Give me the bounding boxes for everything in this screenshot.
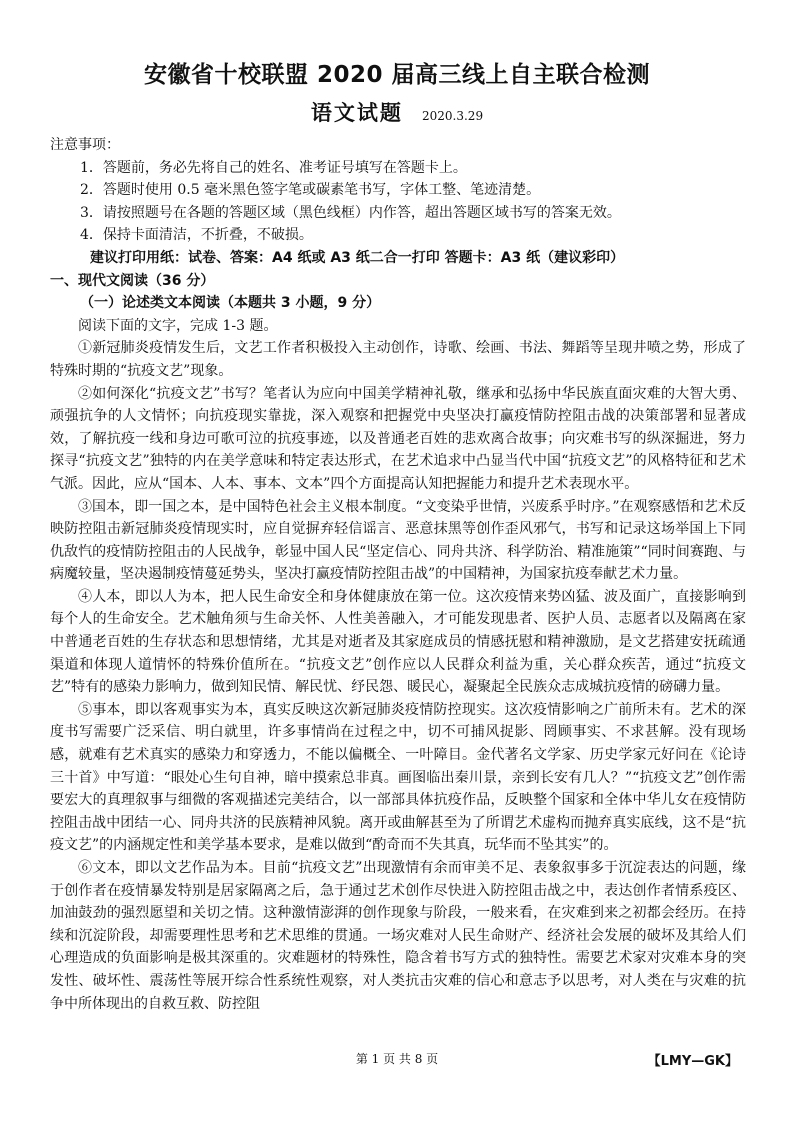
exam-code: 【LMY—GK】 [647, 1054, 738, 1069]
exam-title: 安徽省十校联盟 2020 届高三线上自主联合检测 [143, 62, 651, 88]
exam-subtitle-line [0, 97, 794, 127]
section-heading: 一、现代文阅读（36 分） [50, 272, 215, 289]
notice-item: 4．保持卡面清洁，不折叠，不破损。 [80, 227, 313, 244]
document-body [50, 134, 746, 1015]
notice-heading: 注意事项： [50, 137, 120, 153]
reading-instruction: 阅读下面的文字，完成 1-3 题。 [78, 317, 278, 334]
notice-item: 2．答题时使用 0.5 毫米黑色签字笔或碳素笔书写，字体工整、笔迹清楚。 [80, 182, 541, 199]
passage-paragraph: ⑤事本，即以客观事实为本，真实反映这次新冠肺炎疫情防控现实。这次疫情影响之广前所未有。艺术的深度书写需要广泛采信、明白就里，许多事情尚在过程之中，切不可捕风捉影、罔顾事实、不求甚解。没有现场感，就难有艺术真实的感染力和穿透力，不能以偏概全、一叶障目。金代著名文学家、历史学家元好问在《论诗三十首》中写道：“眼处心生句自神，暗中摸索总非真。画图临出秦川景，亲到长安有几人？”“抗疫文艺”创作需要宏大的真理叙事与细微的客观描述完美结合，以一部部具体抗疫作品，反映整个国家和全体中华儿女在疫情防控阻击战中团结一心、同舟共济的民族精神风貌。离开或曲解甚至为了所谓艺术虚构而抛弃真实底线，这不是“抗疫文艺”的内涵规定性和美学基本要求，是难以做到“酌奇而不失其真，玩华而不坠其实”的。 [50, 701, 746, 854]
page-number: 第 1 页 共 8 页 [355, 1052, 439, 1066]
passage-paragraph: ①新冠肺炎疫情发生后，文艺工作者积极投入主动创作，诗歌、绘画、书法、舞蹈等呈现井喷之势，形成了特殊时期的“抗疫文艺”现象。 [50, 340, 746, 379]
notice-item: 3．请按照题号在各题的答题区域（黑色线框）内作答，超出答题区域书写的答案无效。 [80, 204, 621, 221]
passage-paragraph: ③国本，即一国之本，是中国特色社会主义根本制度。“文变染乎世情，兴废系乎时序。”在观察感悟和艺术反映防控阻击新冠肺炎疫情现实时，应自觉摒弃轻信谣言、恶意抹黑等创作歪风邪气，书写和记录这场举国上下同仇敌忾的疫情防控阻击的人民战争，彰显中国人民“坚定信心、同舟共济、科学防治、精准施策”“同时间赛跑、与病魔较量，坚决遏制疫情蔓延势头，坚决打赢疫情防控阻击战”的中国精神，为国家抗疫奉献艺术力量。 [50, 498, 746, 583]
exam-subtitle: 语文试题 [310, 101, 403, 125]
notice-item: 1．答题前，务必先将自己的姓名、准考证号填写在答题卡上。 [80, 159, 467, 176]
exam-date: 2020.3.29 [422, 109, 484, 123]
passage-paragraph: ④人本，即以人为本，把人民生命安全和身体健康放在第一位。这次疫情来势凶猛、波及面广，直接影响到每个人的生命安全。艺术触角须与生命关怀、人性美善融入，才可能发现患者、医护人员、志愿者以及隔离在家中普通老百姓的生存状态和思想情绪，尤其是对逝者及其家庭成员的情感抚慰和精神激励，是文艺搭建安抚疏通渠道和体现人道情怀的特殊价值所在。“抗疫文艺”创作应以人民群众利益为重，关心群众疾苦，通过“抗疫文艺”特有的感染力影响力，做到知民情、解民忧、纾民怨、暖民心，凝聚起全民族众志成城抗疫情的磅礴力量。 [50, 588, 746, 696]
print-advice: 建议打印用纸：试卷、答案：A4 纸或 A3 纸二合一打印 答题卡：A3 纸（建议彩印） [90, 249, 625, 266]
passage-paragraph: ⑥文本，即以文艺作品为本。目前“抗疫文艺”出现激情有余而审美不足、表象叙事多于沉淀表达的问题，缘于创作者在疫情暴发特别是居家隔离之后，急于通过艺术创作尽快进入防控阻击战之中，表达创作者情系疫区、加油鼓劲的强烈愿望和关切之情。这种激情澎湃的创作现象与阶段，一般来看，在灾难到来之初都会经历。在持续和沉淀阶段，却需要理性思考和艺术思维的贯通。一场灾难对人民生命财产、经济社会发展的破坏及其给人们心理造成的负面影响是极其深重的。灾难题材的特殊性，隐含着书写方式的独特性。需要艺术家对灾难本身的突发性、破坏性、震荡性等展开综合性系统性观察，对人类抗击灾难的信心和意志予以思考，对人类在与灾难的抗争中所体现出的自救互救、防控阻 [50, 860, 746, 1012]
subsection-heading: （一）论述类文本阅读（本题共 3 小题，9 分） [80, 295, 381, 312]
passage-paragraph: ②如何深化“抗疫文艺”书写？笔者认为应向中国美学精神礼敬，继承和弘扬中华民族直面灾难的大智大勇、顽强抗争的人文情怀；向抗疫现实靠拢，深入观察和把握党中央坚决打赢疫情防控阻击战的决策部署和显著成效，了解抗疫一线和身边可歌可泣的抗疫事迹，以及普通老百姓的悲欢离合故事；向灾难书写的纵深掘进，努力探寻“抗疫文艺”独特的内在美学意味和特定表达形式，在艺术追求中凸显当代中国“抗疫文艺”的风格特征和艺术气派。因此，应从“国本、人本、事本、文本”四个方面提高认知把握能力和提升艺术表现水平。 [50, 385, 746, 492]
